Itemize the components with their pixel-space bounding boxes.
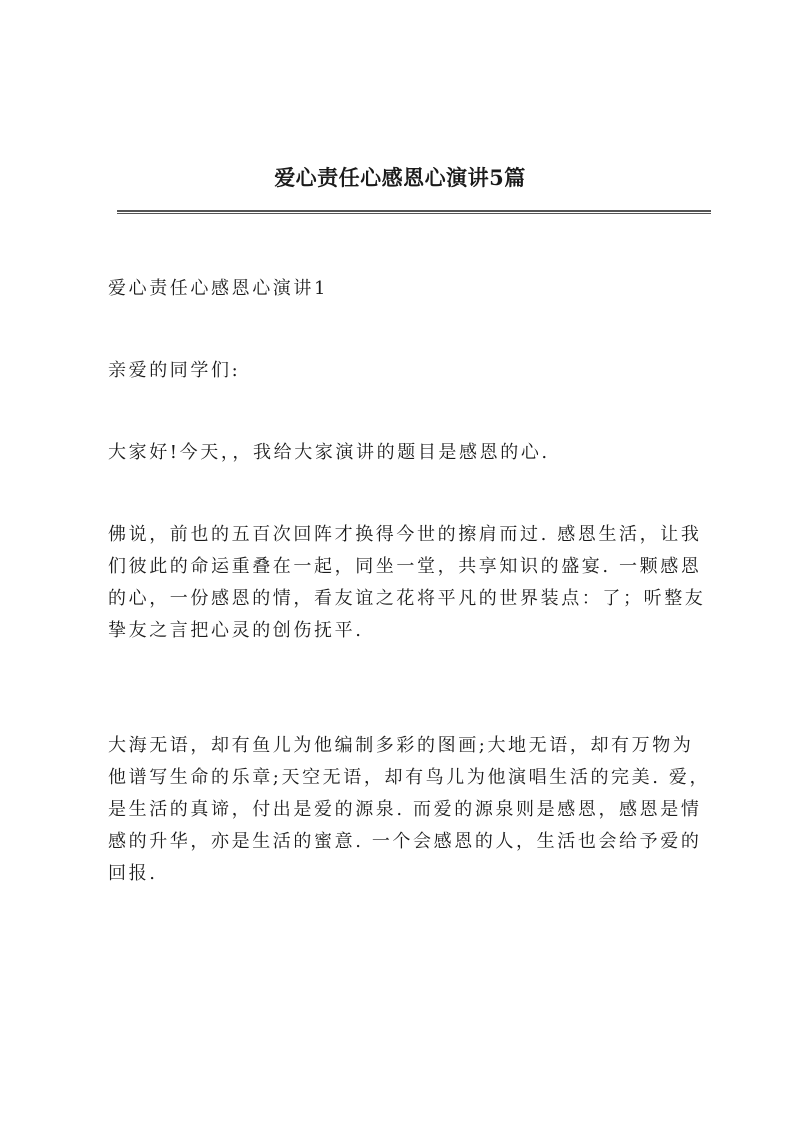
- document-title: 爱心责任心感恩心演讲5篇: [274, 165, 526, 190]
- salutation-paragraph: 亲爱的同学们:: [108, 360, 241, 381]
- title-divider: [117, 210, 711, 214]
- body-paragraph-1: 佛说，前也的五百次回阵才换得今世的擦肩而过. 感恩生活，让我们彼此的命运重叠在一起，同坐一堂，共享知识的盛宴. 一颗感恩的心，一份感恩的情，看友谊之花将平凡的世界装点：了；听整友挚友之言把心灵的创伤抚平.: [108, 524, 706, 641]
- greeting-paragraph: 大家好!今天，，我给大家演讲的题目是感恩的心.: [108, 442, 550, 463]
- section-heading: 爱心责任心感恩心演讲1: [108, 278, 329, 299]
- body-paragraph-2: 大海无语，却有鱼儿为他编制多彩的图画;大地无语，却有万物为他谱写生命的乐章;天空无语，却有鸟儿为他演唱生活的完美. 爱，是生活的真谛，付出是爱的源泉. 而爱的源泉则是感恩，感恩是情感的升华，亦是生活的蜜意. 一个会感恩的人，生活也会给予爱的回报.: [108, 735, 711, 884]
